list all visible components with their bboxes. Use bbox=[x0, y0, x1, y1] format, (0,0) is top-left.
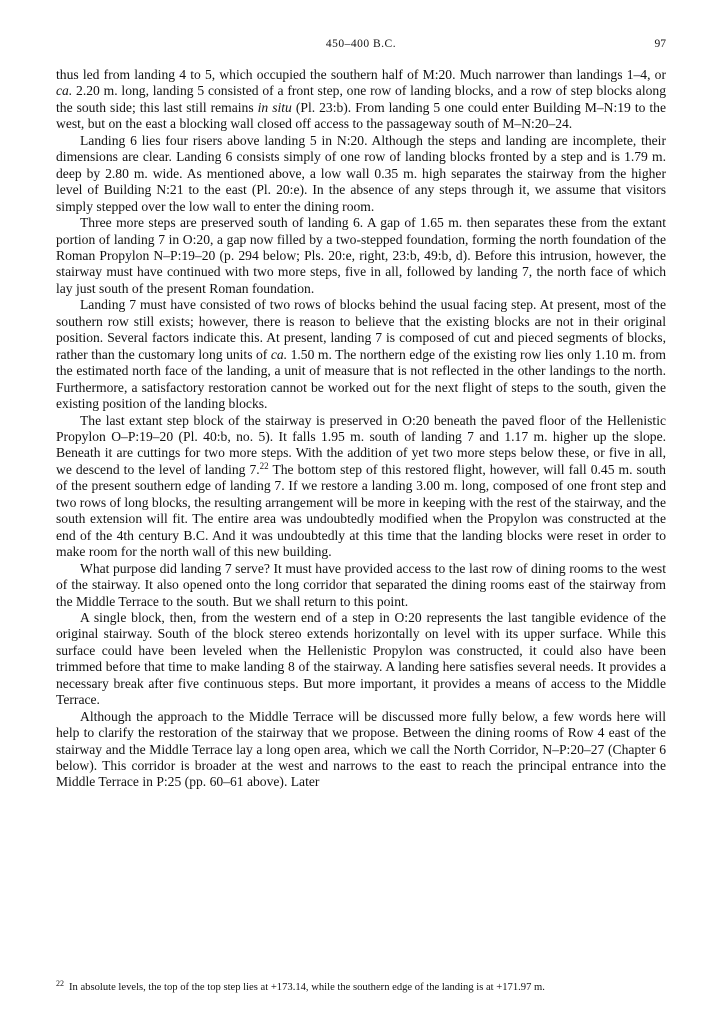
footnote-number: 22 bbox=[56, 979, 64, 988]
paragraph-2: Landing 6 lies four risers above landing 5 in N:20. Although the steps and landing are incomplete, their dimensions are clear. Landing 6 consists simply of one row of landing blocks fronted by a step and is 1.79 m. deep by 2.80 m. wide. As mentioned above, a low wall 0.35 m. high separates the stairway from the higher level of Building N:21 to the east (Pl. 20:e). In the absence of any steps through it, we assume that visitors simply stepped over the low wall to enter the dining room. bbox=[56, 132, 666, 214]
paragraph-1: thus led from landing 4 to 5, which occupied the southern half of M:20. Much narrower than landings 1–4, or ca. 2.20 m. long, landing 5 consisted of a front step, one row of landing blocks, and a row of step blocks along the south side; this last still remains in situ (Pl. 23:b). From landing 5 one could enter Building M–N:19 to the west, but on the east a blocking wall closed off access to the passageway south of M–N:20–24. bbox=[56, 67, 666, 132]
paragraph-5: The last extant step block of the stairway is preserved in O:20 beneath the paved floor of the Hellenistic Propylon O–P:19–20 (Pl. 40:b, no. 5). It falls 1.95 m. south of landing 7 and 1.17 m. higher up the slope. Beneath it are cuttings for two more steps. With the addition of yet two more steps below these, or five in all, we descend to the level of landing 7.22 The bottom step of this restored flight, however, will fall 0.45 m. south of the present southern edge of landing 7. If we restore a landing 3.00 m. long, composed of one front step and two rows of long blocks, the resulting arrangement will be more in keeping with the rest of the stairway, and the south extension will fit. The entire area was undoubtedly modified when the Propylon was constructed at the end of the 4th century B.C. And it was undoubtedly at this time that the landing blocks were reset in order to make room for the north wall of this new building. bbox=[56, 412, 666, 560]
paragraph-3: Three more steps are preserved south of landing 6. A gap of 1.65 m. then separates these from the extant portion of landing 7 in O:20, a gap now filled by a two-stepped foundation, forming the north foundation of the Roman Propylon N–P:19–20 (p. 294 below; Pls. 20:e, right, 23:b, 49:b, d). Before this intrusion, however, the stairway must have continued with two more steps, five in all, followed by landing 7, the north face of which lay just south of the present Roman foundation. bbox=[56, 215, 666, 296]
running-head: 450–400 B.C. bbox=[325, 38, 397, 50]
page-header bbox=[56, 38, 666, 56]
paragraph-6: What purpose did landing 7 serve? It must have provided access to the last row of dining rooms to the west of the stairway. It also opened onto the long corridor that separated the dining rooms east of the stairway from the Middle Terrace to the south. But we shall return to this point. bbox=[56, 560, 666, 609]
page-number: 97 bbox=[654, 38, 666, 50]
footnote-ref[interactable]: 22 bbox=[259, 460, 269, 471]
paragraph-8: Although the approach to the Middle Terrace will be discussed more fully below, a few words here will help to clarify the restoration of the stairway that we propose. Between the dining rooms of Row 4 east of the stairway and the Middle Terrace lay a long open area, which we call the North Corridor, N–P:20–27 (Chapter 6 below). This corridor is broader at the west and narrows to the east to reach the principal entrance into the Middle Terrace in P:25 (pp. 60–61 above). Later bbox=[56, 708, 666, 790]
paragraph-4: Landing 7 must have consisted of two rows of blocks behind the usual facing step. At present, most of the southern row still exists; however, there is reason to believe that the existing blocks are not in their original position. Several factors indicate this. At present, landing 7 is composed of cut and pieced segments of blocks, rather than the customary long units of ca. 1.50 m. The northern edge of the existing row lies only 1.10 m. from the estimated north face of the landing, a unit of measure that is not reflected in the other landings to the north. Furthermore, a satisfactory restoration cannot be worked out for the next flight of steps to the south, given the existing position of the landing blocks. bbox=[56, 297, 666, 412]
paragraph-7: A single block, then, from the western end of a step in O:20 represents the last tangible evidence of the original stairway. South of the block stereo extends horizontally on level with its upper surface. While this surface could have been leveled when the Hellenistic Propylon was constructed, it could also have been trimmed before that time to make landing 8 of the stairway. A landing here satisfies several needs. It provides a necessary break after five continuous steps. But more important, it provides a means of access to the Middle Terrace. bbox=[56, 609, 666, 708]
footnote bbox=[56, 977, 672, 994]
footnote-text: In absolute levels, the top of the top step lies at +173.14, while the southern edge of the landing is at +171.97 m. bbox=[69, 982, 545, 993]
body-text bbox=[56, 67, 666, 791]
